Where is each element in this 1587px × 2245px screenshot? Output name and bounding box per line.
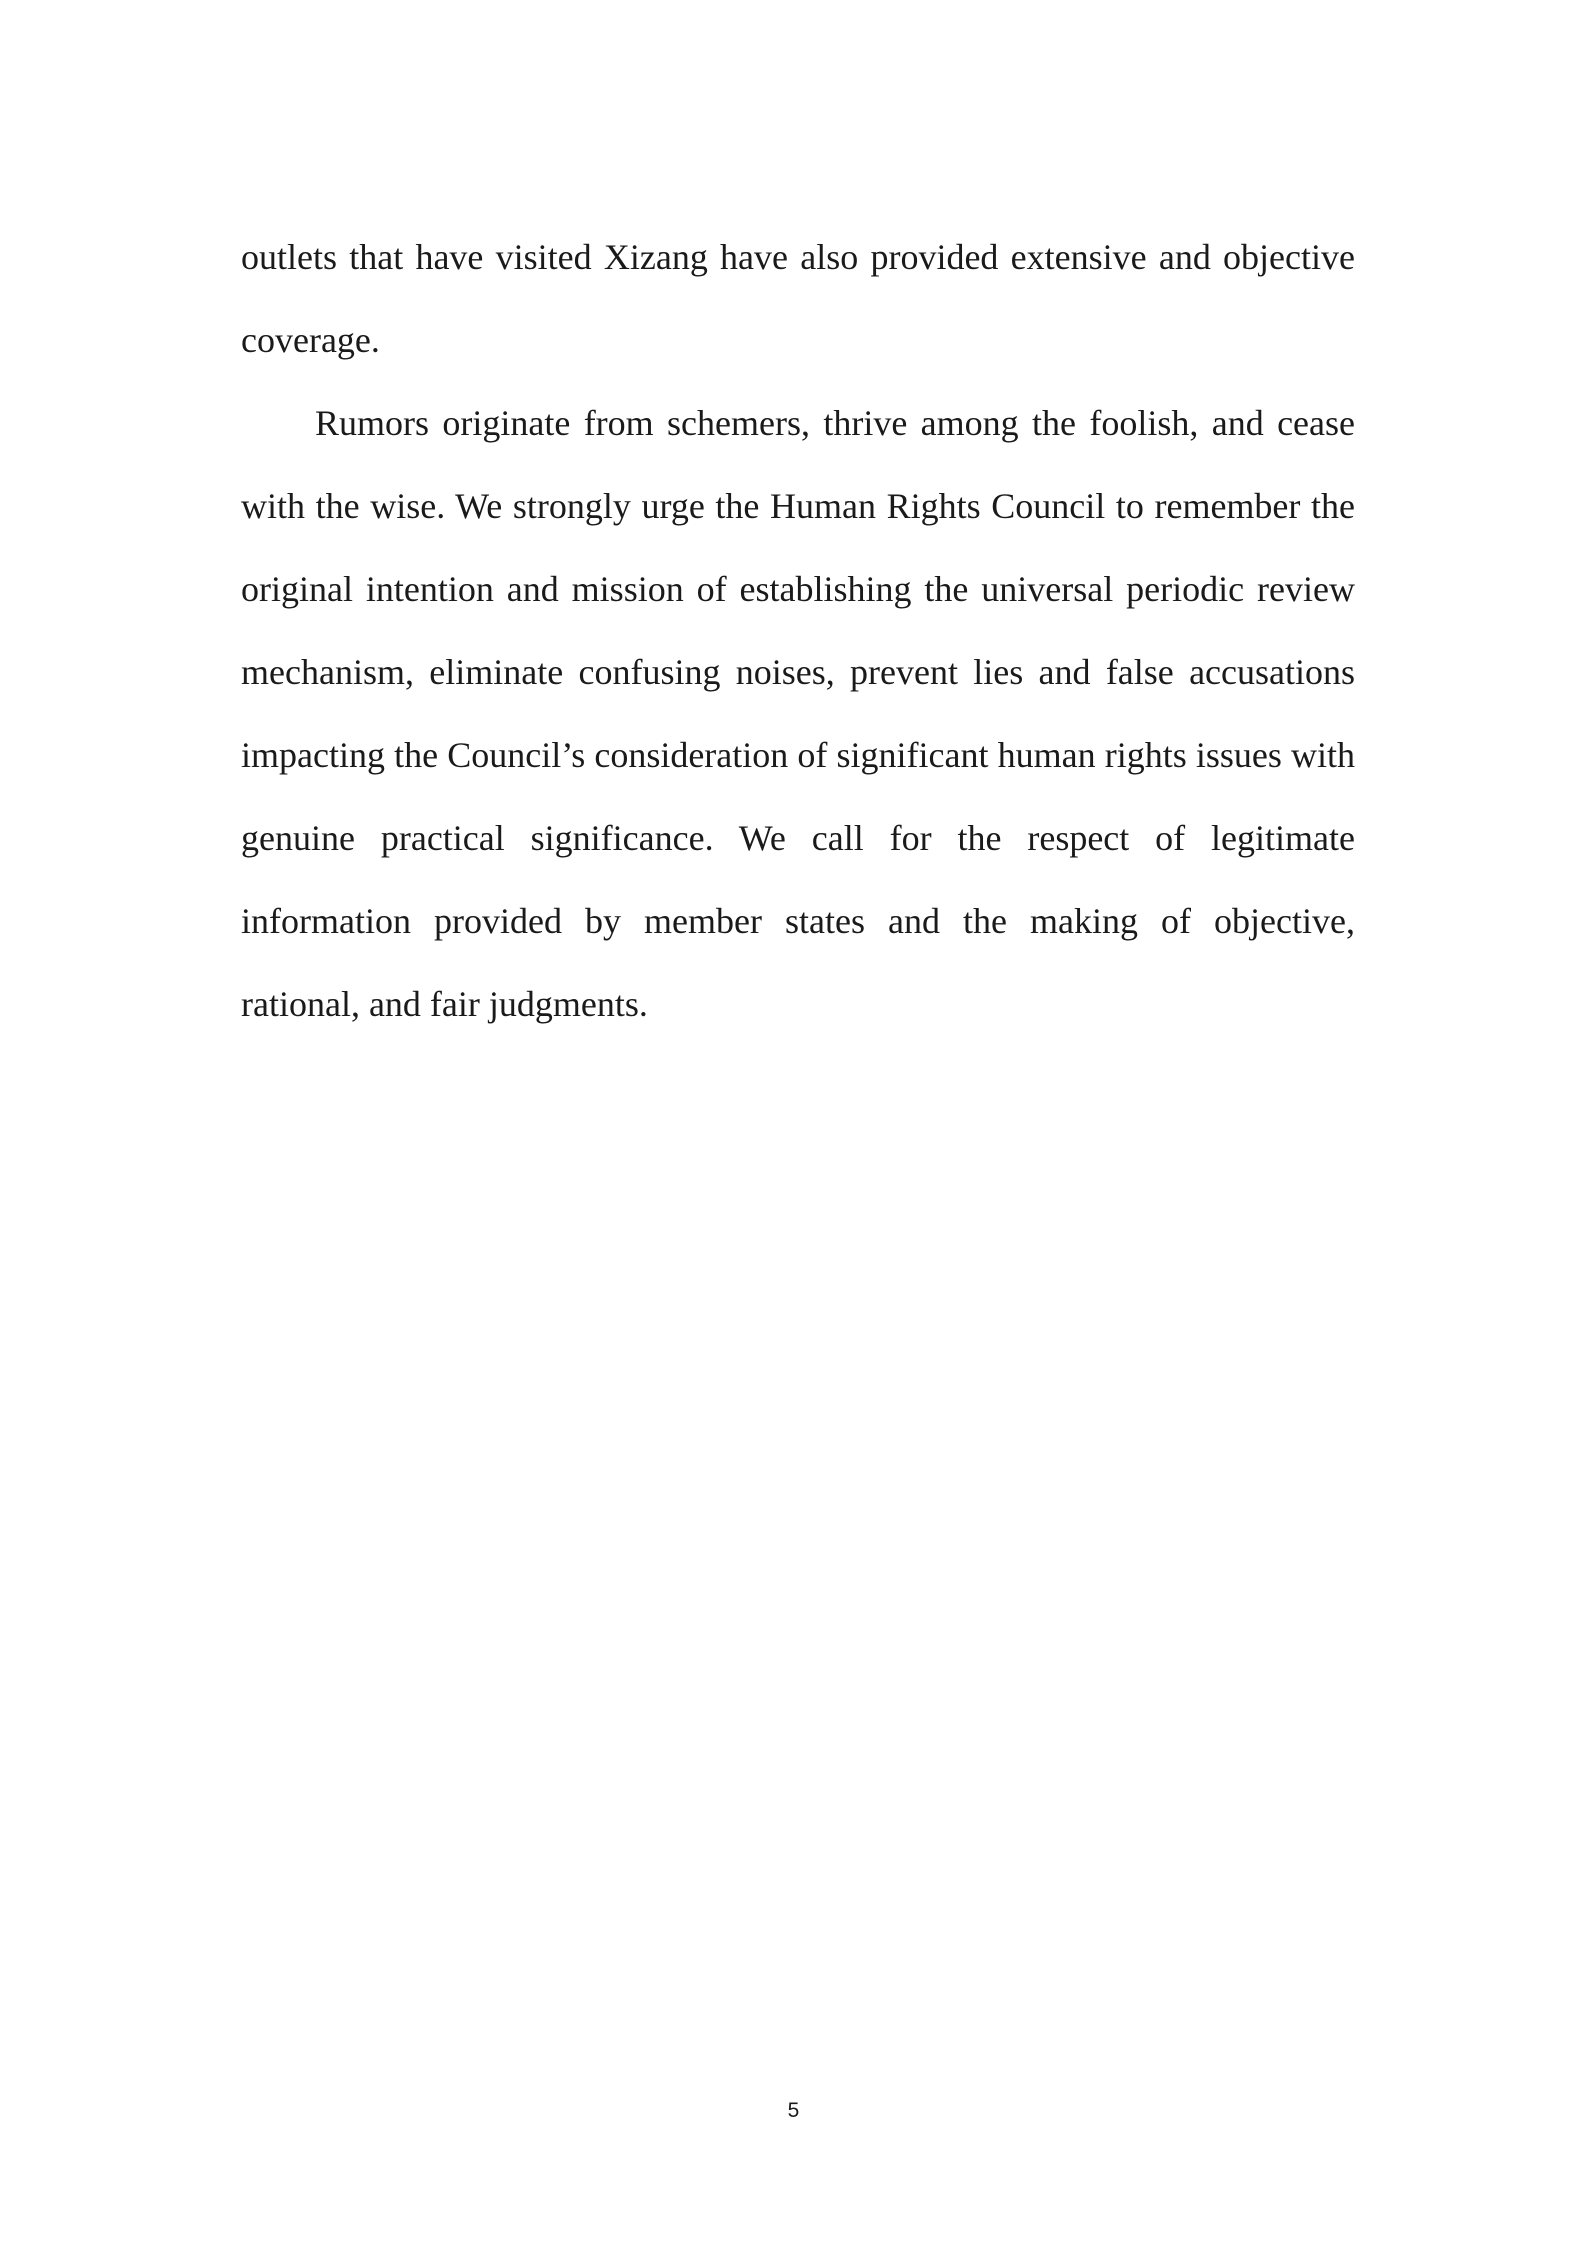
paragraph-rumors: Rumors originate from schemers, thrive among the foolish, and cease with the wise. We strongly urge the Human Rights Council to remember the original intention and mission of establishing the universal periodic review mechanism, eliminate confusing noises, prevent lies and false accusations impacting the Council’s consideration of significant human rights issues with genuine practical significance. We call for the respect of legitimate information provided by member states and the making of objective, rational, and fair judgments. (241, 403, 1355, 1024)
paragraph-continuation: outlets that have visited Xizang have also provided extensive and objective coverage. (241, 237, 1355, 360)
page-number: 5 (787, 2099, 800, 2122)
document-body (241, 216, 1355, 1046)
